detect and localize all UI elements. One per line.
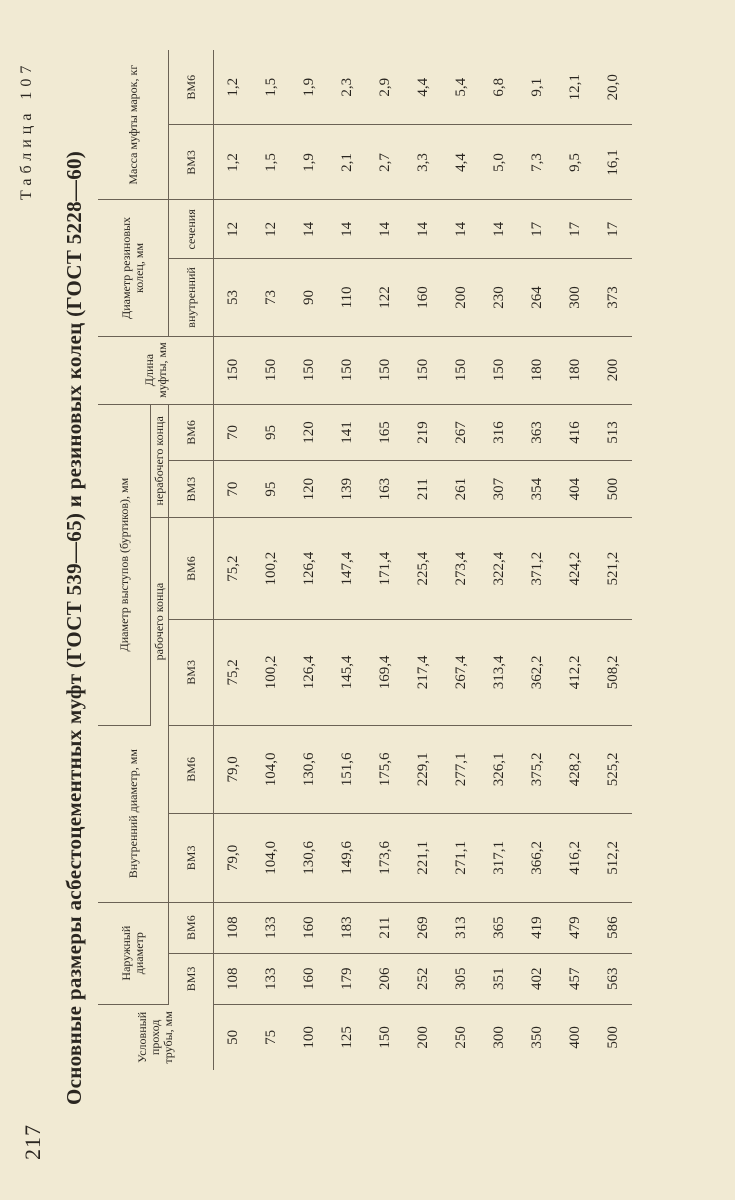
table-row	[290, 50, 328, 1070]
table-cell-m3: 3,3	[404, 125, 442, 200]
table-cell-n3: 307	[480, 461, 518, 518]
header-mass-vm3: ВМ3	[169, 125, 214, 200]
table-cell-id6: 130,6	[290, 725, 328, 813]
table-cell-id6: 375,2	[518, 725, 556, 813]
table-cell-w6: 100,2	[252, 518, 290, 620]
table-cell-ri: 73	[252, 259, 290, 336]
table-header	[98, 50, 214, 1070]
table-cell-n3: 211	[404, 461, 442, 518]
table-cell-id6: 79,0	[214, 725, 253, 813]
table-cell-m3: 2,1	[328, 125, 366, 200]
table-cell-du: 75	[262, 1029, 279, 1045]
table-cell-w6: 521,2	[594, 518, 632, 620]
table-cell-id6: 428,2	[556, 725, 594, 813]
table-cell-w6: 273,4	[442, 518, 480, 620]
table-cell-ri: 230	[480, 259, 518, 336]
table-cell-od6: 313	[442, 902, 480, 953]
table-cell-w6: 126,4	[290, 518, 328, 620]
table-row	[480, 50, 518, 1070]
table-cell-n3: 120	[290, 461, 328, 518]
table-cell-rs: 14	[404, 200, 442, 259]
table-cell-rs: 14	[366, 200, 404, 259]
table-cell-n6: 513	[594, 404, 632, 461]
table-cell-od3: 252	[404, 953, 442, 1004]
table-cell-w3: 126,4	[290, 620, 328, 726]
table-cell-od6: 160	[290, 902, 328, 953]
table-cell-n6: 219	[404, 404, 442, 461]
table-cell-n6: 120	[290, 404, 328, 461]
table-cell-od6: 419	[518, 902, 556, 953]
table-cell-du: 500	[604, 1026, 621, 1049]
table-cell-ri: 90	[290, 259, 328, 336]
table-cell-m3: 4,4	[442, 125, 480, 200]
data-table	[98, 50, 632, 1070]
table-cell-id3: 149,6	[328, 814, 366, 902]
table-row	[366, 50, 404, 1070]
header-ring-section: сечения	[169, 200, 214, 259]
table-cell-m6: 1,5	[252, 50, 290, 125]
table-cell-n6: 95	[252, 404, 290, 461]
header-mass: Масса муфты марок, кг	[98, 50, 169, 200]
header-mass-vm6: ВМ6	[169, 50, 214, 125]
table-cell-n6: 416	[556, 404, 594, 461]
table-cell-len: 180	[556, 336, 594, 404]
table-cell-w3: 100,2	[252, 620, 290, 726]
table-cell-od6: 108	[214, 902, 253, 953]
table-row	[594, 50, 632, 1070]
table-cell-ri: 53	[214, 259, 253, 336]
table-cell-rs: 17	[594, 200, 632, 259]
header-nonworking-end: нерабочего конца	[151, 404, 169, 517]
table-cell-id6: 104,0	[252, 725, 290, 813]
table-cell-n3: 404	[556, 461, 594, 518]
table-cell-rs: 14	[442, 200, 480, 259]
table-cell-id6: 151,6	[328, 725, 366, 813]
data-table-container	[98, 50, 658, 1070]
table-cell-od3: 457	[556, 953, 594, 1004]
table-cell-n3: 500	[594, 461, 632, 518]
table-cell-id3: 221,1	[404, 814, 442, 902]
table-cell-w6: 424,2	[556, 518, 594, 620]
table-cell-du: 200	[414, 1026, 431, 1049]
table-cell-od3: 351	[480, 953, 518, 1004]
table-cell-od3: 133	[252, 953, 290, 1004]
table-cell-ri: 122	[366, 259, 404, 336]
header-working-end: рабочего конца	[151, 518, 169, 726]
table-cell-du: 150	[376, 1026, 393, 1049]
table-cell-ri: 200	[442, 259, 480, 336]
table-cell-w6: 147,4	[328, 518, 366, 620]
table-cell-len: 180	[518, 336, 556, 404]
table-cell-m3: 9,5	[556, 125, 594, 200]
table-cell-len: 150	[404, 336, 442, 404]
table-cell-w3: 217,4	[404, 620, 442, 726]
table-cell-n6: 316	[480, 404, 518, 461]
table-cell-m3: 2,7	[366, 125, 404, 200]
table-cell-id3: 79,0	[214, 814, 253, 902]
table-row	[252, 50, 290, 1070]
table-cell-od3: 179	[328, 953, 366, 1004]
table-cell-id3: 416,2	[556, 814, 594, 902]
table-cell-rs: 14	[328, 200, 366, 259]
table-cell-w3: 169,4	[366, 620, 404, 726]
table-cell-ri: 160	[404, 259, 442, 336]
table-cell-du: 300	[490, 1026, 507, 1049]
table-cell-w6: 322,4	[480, 518, 518, 620]
table-cell-m3: 1,5	[252, 125, 290, 200]
table-cell-n3: 95	[252, 461, 290, 518]
table-cell-du: 125	[338, 1026, 355, 1049]
table-cell-m6: 2,9	[366, 50, 404, 125]
table-cell-od3: 108	[214, 953, 253, 1004]
table-cell-len: 150	[442, 336, 480, 404]
table-cell-n3: 139	[328, 461, 366, 518]
table-cell-m6: 4,4	[404, 50, 442, 125]
table-cell-m3: 5,0	[480, 125, 518, 200]
table-cell-ri: 300	[556, 259, 594, 336]
table-cell-w6: 371,2	[518, 518, 556, 620]
table-cell-n6: 267	[442, 404, 480, 461]
table-cell-rs: 14	[290, 200, 328, 259]
table-cell-len: 150	[328, 336, 366, 404]
table-row	[442, 50, 480, 1070]
table-cell-id6: 175,6	[366, 725, 404, 813]
table-cell-w3: 508,2	[594, 620, 632, 726]
table-cell-du: 100	[300, 1026, 317, 1049]
table-cell-od3: 160	[290, 953, 328, 1004]
header-nonworking-vm6: ВМ6	[169, 404, 214, 461]
table-cell-w3: 362,2	[518, 620, 556, 726]
header-nominal-bore: Условный проход трубы, мм	[98, 1004, 214, 1070]
table-row	[518, 50, 556, 1070]
table-row	[328, 50, 366, 1070]
table-cell-id3: 271,1	[442, 814, 480, 902]
table-cell-n3: 70	[214, 461, 253, 518]
header-id-vm6: ВМ6	[169, 725, 214, 813]
table-cell-od6: 133	[252, 902, 290, 953]
table-cell-m6: 1,2	[214, 50, 253, 125]
table-cell-od3: 563	[594, 953, 632, 1004]
table-cell-od6: 269	[404, 902, 442, 953]
table-cell-od3: 206	[366, 953, 404, 1004]
table-cell-w3: 313,4	[480, 620, 518, 726]
table-cell-id3: 130,6	[290, 814, 328, 902]
table-cell-len: 150	[480, 336, 518, 404]
header-ring-diameter: Диаметр резиновых колец, мм	[98, 200, 169, 336]
table-cell-n3: 261	[442, 461, 480, 518]
table-cell-id3: 317,1	[480, 814, 518, 902]
table-cell-m3: 16,1	[594, 125, 632, 200]
table-cell-m6: 12,1	[556, 50, 594, 125]
header-ring-inner: внутренний	[169, 259, 214, 336]
table-row	[556, 50, 594, 1070]
table-cell-id3: 512,2	[594, 814, 632, 902]
table-cell-id3: 173,6	[366, 814, 404, 902]
table-cell-od6: 211	[366, 902, 404, 953]
table-cell-id6: 229,1	[404, 725, 442, 813]
table-cell-n6: 363	[518, 404, 556, 461]
table-cell-du: 50	[224, 1029, 241, 1045]
table-cell-m6: 5,4	[442, 50, 480, 125]
header-collar-diameter: Диаметр выступов (буртиков), мм	[98, 404, 151, 725]
table-cell-w3: 267,4	[442, 620, 480, 726]
table-cell-od6: 586	[594, 902, 632, 953]
table-cell-du: 400	[566, 1026, 583, 1049]
table-cell-ri: 264	[518, 259, 556, 336]
table-cell-rs: 14	[480, 200, 518, 259]
table-cell-len: 200	[594, 336, 632, 404]
header-id-vm3: ВМ3	[169, 814, 214, 902]
table-cell-rs: 12	[252, 200, 290, 259]
table-cell-m3: 1,9	[290, 125, 328, 200]
table-cell-id3: 104,0	[252, 814, 290, 902]
table-cell-n3: 163	[366, 461, 404, 518]
table-cell-w3: 412,2	[556, 620, 594, 726]
table-title: Основные размеры асбестоцементных муфт (ГОСТ 539—65) и резиновых колец (ГОСТ 5228—60)	[62, 150, 86, 1105]
table-cell-id6: 525,2	[594, 725, 632, 813]
table-cell-ri: 110	[328, 259, 366, 336]
table-cell-n6: 70	[214, 404, 253, 461]
table-cell-od3: 402	[518, 953, 556, 1004]
table-cell-len: 150	[214, 336, 253, 404]
header-nonworking-vm3: ВМ3	[169, 461, 214, 518]
table-cell-od6: 183	[328, 902, 366, 953]
table-row	[214, 50, 253, 1070]
table-cell-m6: 1,9	[290, 50, 328, 125]
table-cell-m6: 6,8	[480, 50, 518, 125]
table-cell-rs: 17	[518, 200, 556, 259]
table-cell-od6: 365	[480, 902, 518, 953]
table-cell-m3: 7,3	[518, 125, 556, 200]
table-cell-n6: 165	[366, 404, 404, 461]
table-label: Таблица 107	[18, 60, 35, 200]
table-cell-len: 150	[366, 336, 404, 404]
table-cell-n6: 141	[328, 404, 366, 461]
header-working-vm6: ВМ6	[169, 518, 214, 620]
table-body	[214, 50, 633, 1070]
table-cell-rs: 17	[556, 200, 594, 259]
table-cell-du: 250	[452, 1026, 469, 1049]
table-cell-w6: 225,4	[404, 518, 442, 620]
table-cell-rs: 12	[214, 200, 253, 259]
table-cell-ri: 373	[594, 259, 632, 336]
table-cell-w3: 75,2	[214, 620, 253, 726]
table-cell-w6: 171,4	[366, 518, 404, 620]
table-cell-od3: 305	[442, 953, 480, 1004]
table-cell-len: 150	[252, 336, 290, 404]
header-coupling-length: Длина муфты, мм	[98, 336, 214, 404]
header-outer-diameter: Наружный диаметр	[98, 902, 169, 1004]
table-cell-len: 150	[290, 336, 328, 404]
table-cell-m6: 2,3	[328, 50, 366, 125]
table-cell-id6: 277,1	[442, 725, 480, 813]
table-cell-w3: 145,4	[328, 620, 366, 726]
table-cell-id3: 366,2	[518, 814, 556, 902]
table-cell-w6: 75,2	[214, 518, 253, 620]
table-cell-od6: 479	[556, 902, 594, 953]
header-working-vm3: ВМ3	[169, 620, 214, 726]
header-od-vm3: ВМ3	[169, 953, 214, 1004]
table-row	[404, 50, 442, 1070]
table-cell-n3: 354	[518, 461, 556, 518]
table-cell-id6: 326,1	[480, 725, 518, 813]
header-inner-diameter: Внутренний диаметр, мм	[98, 725, 169, 902]
table-cell-m6: 20,0	[594, 50, 632, 125]
header-od-vm6: ВМ6	[169, 902, 214, 953]
table-cell-m3: 1,2	[214, 125, 253, 200]
table-cell-du: 350	[528, 1026, 545, 1049]
table-cell-m6: 9,1	[518, 50, 556, 125]
page-number: 217	[20, 1124, 45, 1160]
